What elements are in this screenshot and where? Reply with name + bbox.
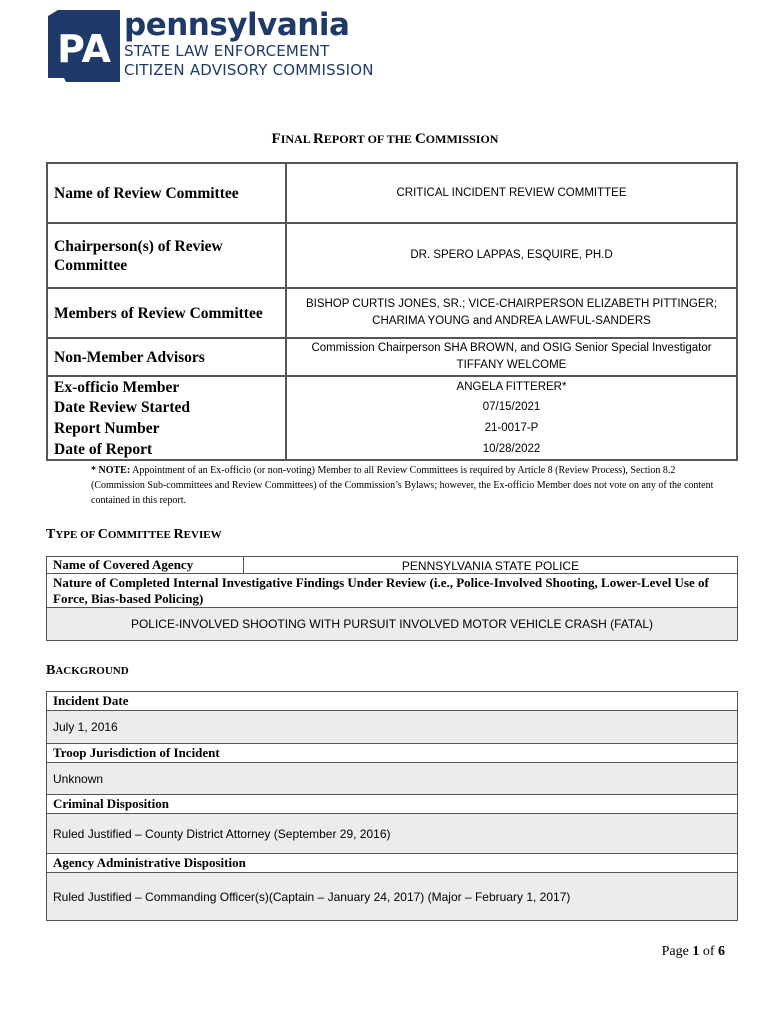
background-table	[46, 691, 738, 921]
row-label: Non-Member Advisors	[47, 338, 286, 376]
row-value: 10/28/2022	[482, 442, 541, 455]
incident-date-value: July 1, 2016	[47, 711, 738, 744]
logo-abbreviation: PA	[57, 27, 111, 71]
table-row	[47, 418, 737, 439]
table-row	[47, 873, 738, 921]
nature-value: POLICE-INVOLVED SHOOTING WITH PURSUIT INVOLVED MOTOR VEHICLE CRASH (FATAL)	[47, 608, 738, 641]
brand-line-2: CITIZEN ADVISORY COMMISSION	[124, 61, 374, 79]
table-row	[47, 854, 738, 873]
row-label: Members of Review Committee	[47, 288, 286, 338]
criminal-disposition-value: Ruled Justified – County District Attorney (September 29, 2016)	[47, 814, 738, 854]
incident-date-label: Incident Date	[47, 692, 738, 711]
table-row	[47, 744, 738, 763]
table-row	[47, 557, 738, 574]
brand-line-1: STATE LAW ENFORCEMENT	[124, 42, 330, 60]
table-row	[47, 795, 738, 814]
table-row	[47, 439, 737, 460]
page-number: Page 1 of 6	[661, 944, 725, 959]
row-value: 21-0017-P	[484, 422, 539, 434]
table-row	[47, 711, 738, 744]
administrative-disposition-value: Ruled Justified – Commanding Officer(s)(Captain – January 24, 2017) (Major – February 1, 2017)	[47, 873, 738, 921]
table-row	[47, 288, 737, 338]
row-label: Ex-officio Member	[47, 376, 286, 397]
row-value: BISHOP CURTIS JONES, SR.; VICE-CHAIRPERSON ELIZABETH PITTINGER; CHARIMA YOUNG and ANDREA LAWFUL-SANDERS	[286, 288, 737, 338]
troop-jurisdiction-value: Unknown	[47, 763, 738, 795]
row-value: Commission Chairperson SHA BROWN, and OSIG Senior Special Investigator TIFFANY WELCOME	[286, 338, 737, 376]
background-heading: BACKGROUND	[46, 663, 129, 678]
table-row	[47, 397, 737, 418]
row-value: 07/15/2021	[482, 401, 541, 413]
agency-value: PENNSYLVANIA STATE POLICE	[244, 557, 738, 574]
criminal-disposition-label: Criminal Disposition	[47, 795, 738, 814]
row-label: Date of Report	[47, 439, 286, 460]
commission-logo	[44, 8, 384, 92]
type-of-review-heading: TYPE OF COMMITTEE REVIEW	[46, 527, 222, 542]
administrative-disposition-label: Agency Administrative Disposition	[47, 854, 738, 873]
troop-jurisdiction-label: Troop Jurisdiction of Incident	[47, 744, 738, 763]
row-value: CRITICAL INCIDENT REVIEW COMMITTEE	[286, 163, 737, 223]
report-title: FINAL REPORT OF THE COMMISSION	[271, 131, 499, 147]
table-row	[47, 338, 737, 376]
table-row	[47, 814, 738, 854]
row-value: ANGELA FITTERER*	[456, 380, 567, 393]
brand-text	[124, 8, 374, 80]
agency-label: Name of Covered Agency	[47, 557, 244, 574]
table-row	[47, 223, 737, 288]
nature-label: Nature of Completed Internal Investigative Findings Under Review (i.e., Police-Involved Shooting, Lower-Level Use of Force, Bias-based Policing)	[47, 574, 738, 608]
row-label: Name of Review Committee	[47, 163, 286, 223]
summary-table	[46, 162, 738, 461]
row-label: Date Review Started	[47, 397, 286, 418]
review-type-table	[46, 556, 738, 641]
row-label: Report Number	[47, 418, 286, 439]
table-row	[47, 763, 738, 795]
table-row	[47, 574, 738, 608]
row-value: DR. SPERO LAPPAS, ESQUIRE, PH.D	[286, 223, 737, 288]
table-row	[47, 376, 737, 397]
table-row	[47, 692, 738, 711]
row-label: Chairperson(s) of Review Committee	[47, 223, 286, 288]
ex-officio-note: * NOTE: Appointment of an Ex-officio (or non-voting) Member to all Review Committees is required by Article 8 (Review Process), Section 8.2 (Commission Sub-committees and Review Committees) of the Commission’s Bylaws; however, the Ex-officio Member does not vote on any of the content contained in this report.	[91, 465, 714, 506]
pennsylvania-state-shape-icon	[44, 8, 124, 88]
table-row	[47, 163, 737, 223]
table-row	[47, 608, 738, 641]
brand-name: pennsylvania	[124, 7, 350, 43]
